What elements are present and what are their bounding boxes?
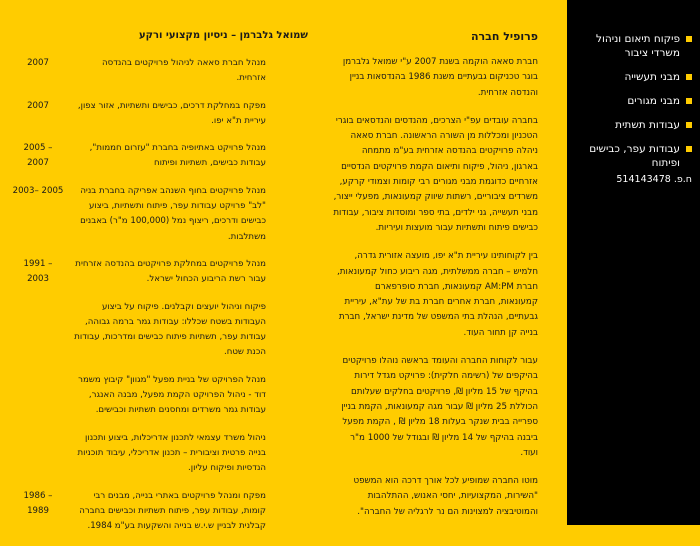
experience-period: 1986 – 1989: [23, 490, 53, 516]
experience-text: מפקח ומנהל פרויקטים באתרי בנייה, מבנים רבי קומות, עבודות עפר, פיתוח תשתיות וכבישים בחברה קבלנית לבניין ש.י.ש בנייה והשקעות בע"מ 1984.: [79, 490, 266, 532]
square-bullet-icon: [686, 74, 692, 80]
company-registration-number: ח.פ. 514143478: [616, 174, 692, 185]
experience-text: מנהל פרויקטים בחוף השנהב אפריקה בחברת בניה "לב" פרויקט עבודות עפר, פיתוח ותשתיות, ביצוע כבישים ודרכים, ריצוף נמל (100,000 מ"ר) באבנים משתלבות.: [80, 185, 266, 242]
nav-item-label: פיקוח תיאום וניהול משרדי ציבור: [596, 33, 680, 59]
experience-row: [12, 184, 308, 245]
square-bullet-icon: [686, 36, 692, 42]
experience-text: ניהול משרד עצמאי לתכנון אדריכלות, ביצוע ותכנון בנייה פרטית וציבורית – תכנון אדריכלי, עיבוד תוכניות הנדסיות ופיקוח עליון.: [77, 432, 266, 474]
nav-item-supervision[interactable]: [570, 32, 692, 60]
experience-period: 2007: [27, 100, 49, 111]
experience-row: [12, 489, 308, 535]
experience-row: [12, 56, 308, 87]
profile-paragraph: חברת סאאה הוקמה בשנת 2007 ע"י שמואל גלברמן בוגר טכניקום גבעתיים משנת 1986 בהנדסאות בניין והנדסה אזרחית.: [342, 57, 538, 98]
experience-period: 2003– 2005: [12, 185, 64, 196]
nav-item-industrial[interactable]: [570, 70, 692, 84]
profile-paragraph: בין לקוחותינו עיריית ת"א יפו, מועצה אזורית גדרה, חלמיש – חברה ממשלתית, מגה ריבוע כחול קמעונאות, חברת AM:PM קמעונאות, חברת סופרפארם קמעונאות, חברת אחרים חברת בת של עת"א, עיריית גבעתיים, הנהלת בתי המשפט של מדינת ישראל, חברת בנייה קן תחור העוד.: [337, 251, 538, 338]
profile-paragraph: בחברה עובדים עפ"י הצרכים, מהנדסים והנדסאים בוגרי הטכניון ומכללות מן השורה הראשונה. חברת סאאה ניהלה פרויקטים בהנדסה אזרחית בע"מ מתמחה בארגון, ניהול, פיקוח ותיאום הקמת פרויקטים הנדסיים אזרחיים כדוגמת מבני מגורים רבי קומות וצמודי קרקע, משרדים ציבוריים, רשתות שיווק קמעונאות, מפעלי ייצור, מבני תעשייה, גני ילדים, בתי ספר ומוסדות ציבור, עבודות כבישים פיתוח ותשתיות עבור מועצות ועיריות.: [333, 115, 538, 233]
nav-item-label: מבני תעשייה: [624, 71, 680, 83]
experience-row: [12, 141, 308, 172]
experience-period: 1991 – 2003: [23, 258, 53, 285]
sidebar: [567, 0, 700, 525]
experience-text: מפקח במחלקת דרכים, כבישים ותשתיות, אזור צפון, עיריית ת"א יפו.: [77, 100, 266, 126]
experience-row: [12, 257, 308, 288]
experience-row: [12, 373, 308, 419]
nav-item-earthworks[interactable]: [570, 142, 692, 170]
nav-item-label: עבודות עפר, כבישים ופיתוח: [589, 143, 680, 169]
nav-item-residential[interactable]: [570, 94, 692, 108]
experience-text: מנהל פרויקט באתיופיה בחברת "עזרום חממות", עבודות כבישים, תשתיות ופיתוח: [89, 143, 266, 169]
experience-text: פיקוח וניהול יועצים וקבלנים. פיקוח על ביצוע העבודות בשטח שכללו: עבודות גמר ברמה גבוהה, עבודות עפר, תשתיות פיתוח כבישים ומדרכות, עבודות הכנת שטח.: [74, 301, 266, 358]
profile-title: פרופיל חברה: [470, 30, 538, 43]
experience-period: 2007: [27, 58, 49, 68]
experience-period: 2005 – 2007: [23, 143, 53, 169]
sidebar-nav: [570, 32, 692, 180]
experience-text: מנהל חברת סאאה לניהול פרויקטים בהנדסה אזרחית.: [102, 58, 266, 84]
experience-row: [12, 431, 308, 477]
profile-paragraph: מוטו החברה שמופיע לכל אורך דרכה הוא המשפט "השירות, המקצועיות, יחסי האנוש, ההתלהבות והמוטיבציה למצוינות הם נר לרגליה של החברה".: [353, 476, 538, 517]
square-bullet-icon: [686, 98, 692, 104]
experience-row: [12, 99, 308, 130]
company-profile-section: [333, 30, 538, 533]
profile-paragraph: עבור לקוחות החברה והעומד בראשה נוהלו פרויקטים בהיקפים של (רשימה חלקית): פרויקט מגדל דירות בהיקף של 15 מליון ₪, פרויקטים בחלקים שעלותם הכוללת 25 מליון ₪ עבור מגה קמעונאות, הקמת בניין ספרייה בבית שנקר בעלות 18 מליון ₪ , הקמת מפעל ביבנה בהיקף של 14 מליון ₪ ובגודל של 1000 מ"ר ועוד.: [341, 356, 538, 458]
experience-text: מנהל פרויקטים במחלקת פרויקטים בהנדסה אזרחית עבור רשת הריבוע הכחול ישראל.: [75, 258, 266, 285]
square-bullet-icon: [686, 122, 692, 128]
square-bullet-icon: [686, 146, 692, 152]
nav-item-label: מבני מגורים: [627, 95, 680, 107]
experience-section: [12, 30, 308, 546]
experience-text: מנהל הפרויקט של בניית מפעל "מגוון" קיבוץ משמר דוד - ניהול הפרויקט הקמת מפעל, מבנה האנגר, עבודות גמר משרדים ומחסנים תשתיות וכבישים.: [78, 374, 266, 416]
nav-item-infrastructure[interactable]: [570, 118, 692, 132]
experience-title: שמואל גלברמן – ניסיון מקצועי ורקע: [138, 30, 308, 41]
experience-row: [12, 300, 308, 361]
nav-item-label: עבודות תשתית: [615, 119, 680, 131]
